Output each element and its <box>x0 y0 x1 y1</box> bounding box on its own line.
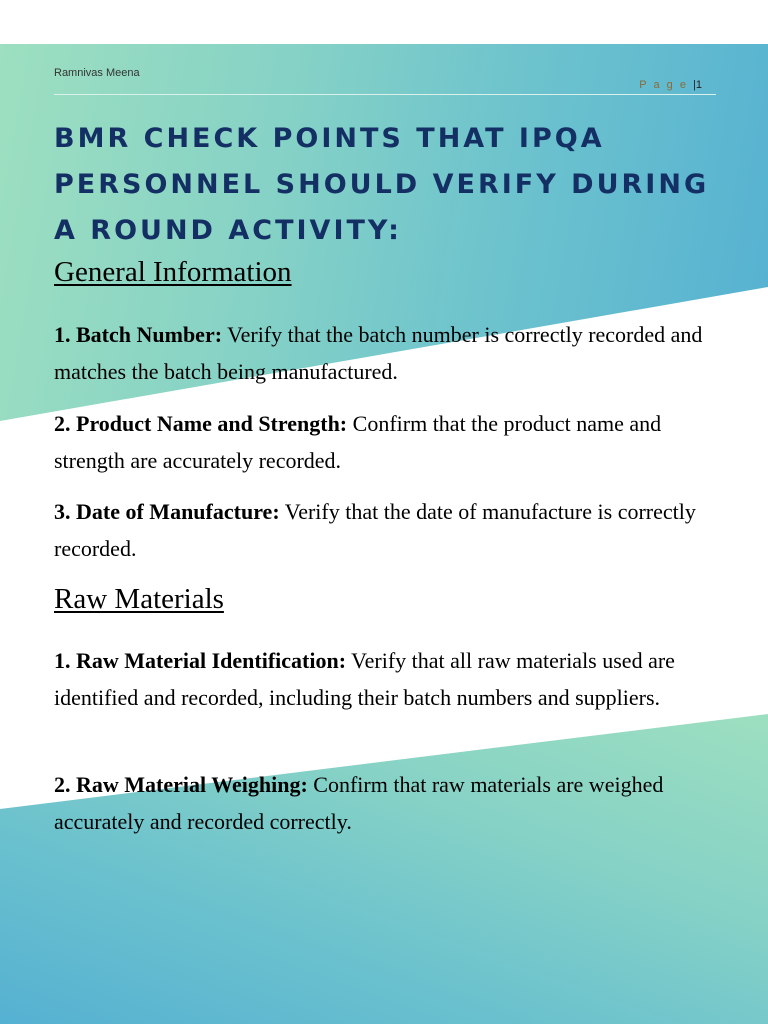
item-text: Verify that the date of manufacture is correctly recorded. <box>54 499 696 561</box>
item-text: Verify that all raw materials used are identified and recorded, including their batch numbers and suppliers. <box>54 648 675 710</box>
item-label: 2. Raw Material Weighing: <box>54 772 308 797</box>
header-rule <box>54 94 716 95</box>
document-title: BMR CHECK POINTS THAT IPQA PERSONNEL SHOULD VERIFY DURING A ROUND ACTIVITY: <box>54 123 710 246</box>
page-separator: | <box>693 79 696 91</box>
list-item <box>54 405 718 479</box>
list-item <box>54 493 718 567</box>
list-item <box>54 642 718 716</box>
bottom-gradient-band <box>0 714 768 1024</box>
item-text: Confirm that raw materials are weighed accurately and recorded correctly. <box>54 772 664 834</box>
item-label: 3. Date of Manufacture: <box>54 499 280 524</box>
page-number <box>639 79 702 91</box>
section-heading-general-information: General Information <box>54 256 292 288</box>
document-page <box>0 44 768 1024</box>
author-name: Ramnivas Meena <box>54 67 140 79</box>
item-label: 2. Product Name and Strength: <box>54 411 348 436</box>
section-heading-raw-materials: Raw Materials <box>54 583 224 615</box>
list-item <box>54 766 718 840</box>
page-number-value: 1 <box>695 79 702 91</box>
item-label: 1. Batch Number: <box>54 322 223 347</box>
item-text: Confirm that the product name and strength are accurately recorded. <box>54 411 662 473</box>
item-text: Verify that the batch number is correctly recorded and matches the batch being manufactured. <box>54 322 703 384</box>
item-label: 1. Raw Material Identification: <box>54 648 347 673</box>
list-item <box>54 316 718 390</box>
page-label: P a g e <box>639 79 688 91</box>
